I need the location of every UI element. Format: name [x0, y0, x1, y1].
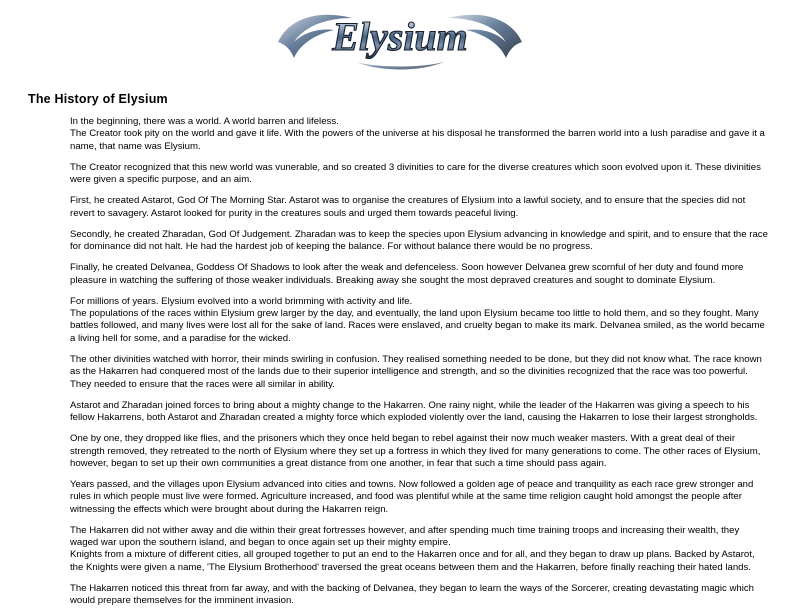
- paragraph: The other divinities watched with horror, their minds swirling in confusion. They realised something needed to be done, but they did not know what. The race known as the Hakarren had conquered most of the lands due to their superior intelligence and strength, and so the divinities recognized that the race was too powerful. They needed to ensure that the races were all similar in ability.: [70, 353, 762, 390]
- paragraph-line: The populations of the races within Elysium grew larger by the day, and eventually, the land upon Elysium became too little to hold them, and so they fought. Many battles followed, and many lives were lost all for the sake of land. Races were enslaved, and cruelty began to make its mark. Delvanea smiled, as the world became a living hell for some, and a paradise for the wicked.: [70, 308, 765, 344]
- elysium-wordmark: Elysium: [332, 14, 468, 59]
- paragraph: First, he created Astarot, God Of The Morning Star. Astarot was to organise the creatures of Elysium into a lawful society, and to ensure that the species did not revert to savagery. Astarot looked for purity in the creatures souls and urged them towards peaceful living.: [70, 195, 746, 219]
- paragraph-line: For millions of years. Elysium evolved into a world brimming with activity and life.: [70, 295, 413, 307]
- paragraph: The Creator recognized that this new world was vunerable, and so created 3 divinities to care for the diverse creatures which soon evolved upon it. These divinities were given a specific purpose, and an aim.: [70, 161, 761, 186]
- paragraph-line: The Creator took pity on the world and gave it life. With the powers of the universe at his disposal he transformed the barren world into a lush paradise and gave it a name, that name was Elysium.: [70, 128, 765, 152]
- paragraph: [70, 116, 770, 153]
- paragraph-line: Knights from a mixture of different cities, all grouped together to put an end to the Hakarren once and for all, and they began to draw up plans. Backed by Astarot, the Knights were given a name, 'The Elysium Brotherhood' traversed the great oceans between them and the Hakarren, before finally reaching their hated lands.: [70, 549, 755, 573]
- elysium-logo-graphic: [260, 2, 540, 76]
- paragraph: Astarot and Zharadan joined forces to bring about a mighty change to the Hakarren. One rainy night, while the leader of the Hakarren was giving a speech to his fellow Hakarrens, both Astarot and Zharadan created a mighty force which exploded violently over the land, causing the Hakarren to lose their largest strongholds.: [70, 399, 758, 424]
- elysium-logo: [260, 2, 540, 76]
- paragraph: [70, 525, 770, 574]
- paragraph: Secondly, he created Zharadan, God Of Judgement. Zharadan was to keep the species upon Elysium advancing in knowledge and spirit, and to ensure that the race for dominance did not halt. He had the hardest job of keeping the balance. For without balance there would be no progress.: [70, 228, 768, 253]
- paragraph: Finally, he created Delvanea, Goddess Of Shadows to look after the weak and defenceless. Soon however Delvanea grew scornful of her duty and found more pleasure in watching the suffering of those weaker individuals. Breaking away she sought the most depraved creatures and sought to dominate Elysium.: [70, 262, 744, 286]
- history-body: [70, 116, 770, 608]
- paragraph: One by one, they dropped like flies, and the prisoners which they once held began to rebel against their now much weaker masters. With a great deal of their strength removed, they retreated to the north of Elysium where they set up a fortress in which they lived for many generations to come. The other races of Elysium, however, began to set up their own communities a great distance from one another, in fear that such a time should pass again.: [70, 433, 761, 469]
- paragraph: Years passed, and the villages upon Elysium advanced into cities and towns. Now followed a golden age of peace and tranquility as each race grew stronger and rules in which people must live were formed. Agriculture increased, and food was plentiful while at the same time religion caught hold amongst the people after witnessing the effects which were brought about during the Hakarren reign.: [70, 479, 754, 515]
- paragraph: The Hakarren noticed this threat from far away, and with the backing of Delvanea, they began to learn the ways of the Sorcerer, creating devastating magic which would prepare themselves for the imminent invasion.: [70, 582, 755, 607]
- paragraph: [70, 296, 770, 345]
- paragraph-line: The Hakarren did not wither away and die within their great fortresses however, and after spending much time training troops and increasing their wealth, they waged war upon the southern island, and began to once again set up their mighty empire.: [70, 524, 740, 549]
- page-title: The History of Elysium: [28, 92, 168, 106]
- paragraph-line: In the beginning, there was a world. A world barren and lifeless.: [70, 116, 339, 127]
- site-banner: [0, 0, 800, 78]
